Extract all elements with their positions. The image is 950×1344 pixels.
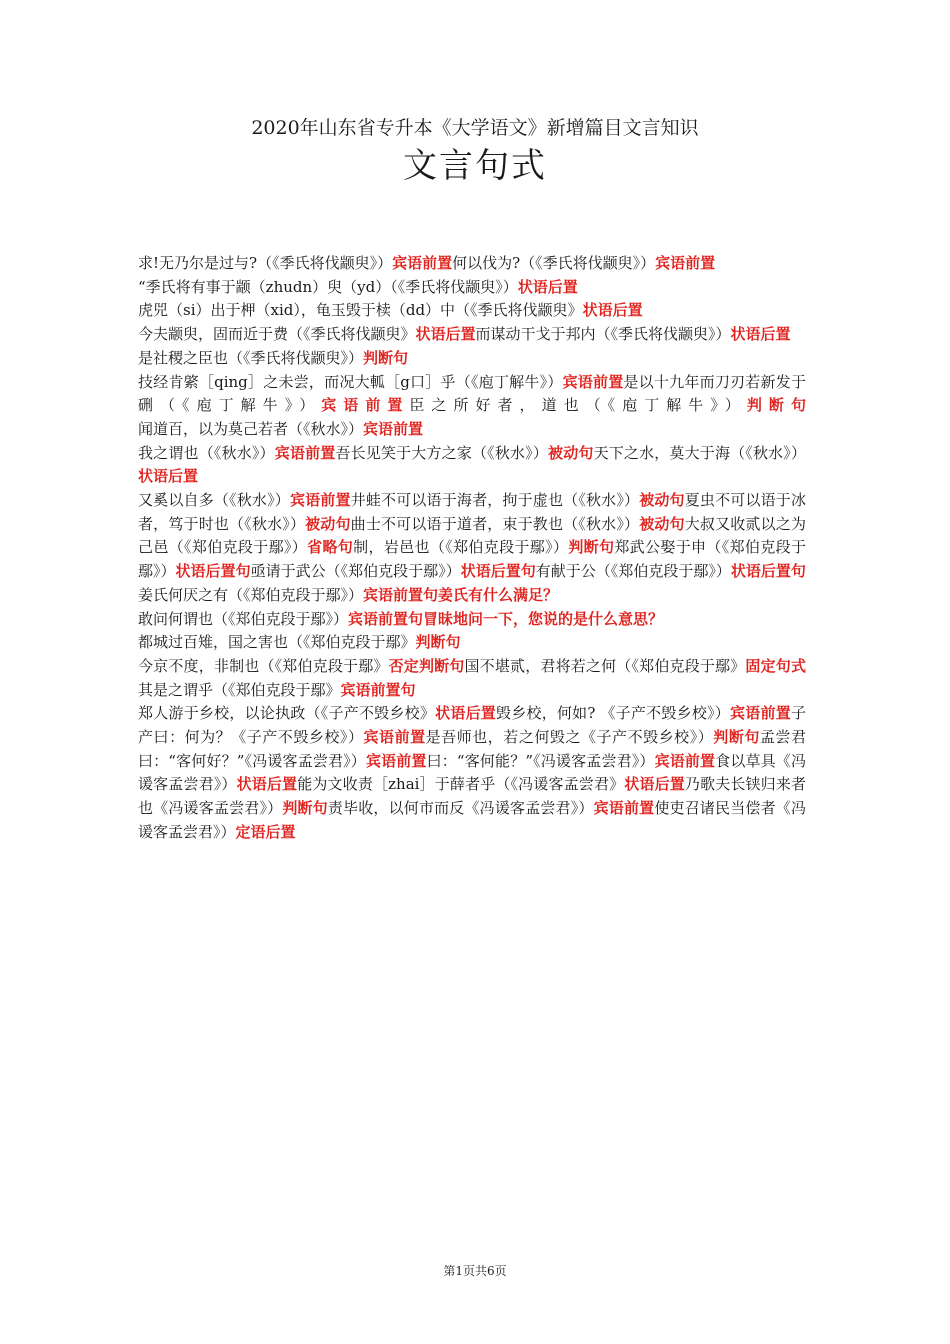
classical-sentence: 使吏召诸民当偿者《冯谖客孟尝君》） xyxy=(138,799,806,841)
sentence-type-label: 判断句 xyxy=(713,728,760,747)
classical-sentence: 食以草具《冯谖客孟尝君》） xyxy=(138,751,806,794)
sentence-type-label: 宾语前置 xyxy=(363,419,424,438)
sentence-type-label: 宾语前置句 xyxy=(340,680,416,699)
classical-sentence: 技经肯綮［qing］之未尝，而况大軱［g口］乎（《庖丁解牛》） xyxy=(138,372,563,391)
classical-sentence: 曲士不可以语于道者，束于教也（《秋水》） xyxy=(350,514,640,533)
sentence-paragraph xyxy=(138,323,806,347)
classical-sentence: 敢问何谓也（《郑伯克段于鄢》） xyxy=(138,609,349,628)
sentence-list xyxy=(138,252,806,845)
classical-sentence: 亟请于武公（《郑伯克段于鄢》） xyxy=(250,562,461,581)
sentence-type-label: 状语后置 xyxy=(517,277,578,296)
sentence-type-label: 状语后置 xyxy=(435,704,497,723)
sentence-type-label: 定语后置 xyxy=(235,822,296,841)
classical-sentence: 今京不度，非制也（《郑伯克段于鄢》 xyxy=(138,656,389,675)
classical-sentence: 求!无乃尔是过与?（《季氏将伐颛臾》） xyxy=(138,254,393,272)
sentence-paragraph xyxy=(138,631,806,655)
sentence-type-label: 固定句式 xyxy=(745,656,806,675)
classical-sentence: 有献于公（《郑伯克段于鄢》） xyxy=(535,562,731,581)
sentence-paragraph xyxy=(138,702,806,844)
classical-sentence: “季氏将有事于颛（zhudn）臾（yd）（《季氏将伐颛臾》） xyxy=(138,277,518,296)
sentence-type-label: 宾语前置 xyxy=(365,751,427,770)
sentence-type-label: 判断句 xyxy=(415,633,461,652)
sentence-type-label: 宾语前置 xyxy=(321,396,410,415)
sentence-type-label: 被动句 xyxy=(639,514,685,533)
classical-sentence: 又奚以自多（《秋水》） xyxy=(138,491,290,510)
classical-sentence: 井蛙不可以语于海者，拘于虚也（《秋水》） xyxy=(350,491,640,510)
classical-sentence: 何以伐为?（《季氏将伐颛臾》） xyxy=(452,254,656,272)
classical-sentence: 吾长见笑于大方之家（《秋水》） xyxy=(335,443,549,462)
classical-sentence: 臣之所好者，道也（《庖丁解牛》） xyxy=(409,396,747,415)
sentence-type-label: 状语后置 xyxy=(415,325,476,344)
sentence-paragraph xyxy=(138,252,806,276)
classical-sentence: 姜氏何厌之有（《郑伯克段于鄢》） xyxy=(138,585,364,604)
sentence-type-label: 状语后置 xyxy=(236,775,298,794)
sentence-type-label: 被动句 xyxy=(548,443,594,462)
classical-sentence: 今夫颛臾，固而近于费（《季氏将伐颛臾》 xyxy=(138,325,416,344)
sentence-type-label: 判断句 xyxy=(568,538,615,557)
sentence-type-label: 状语后置 xyxy=(582,301,643,320)
sentence-type-label: 被动句 xyxy=(305,514,351,533)
sentence-type-label: 宾语前置 xyxy=(730,704,791,723)
sentence-type-label: 宾语前置 xyxy=(655,254,716,272)
sentence-type-label: 状语后置句 xyxy=(175,562,251,581)
sentence-type-label: 状语后置句 xyxy=(730,562,806,581)
sentence-type-label: 判断句 xyxy=(363,348,409,367)
sentence-type-label: 被动句 xyxy=(639,491,685,510)
sentence-paragraph xyxy=(138,655,806,702)
classical-sentence: 毁乡校，何如? 《子产不毁乡校》） xyxy=(496,704,731,723)
sentence-paragraph xyxy=(138,442,806,489)
classical-sentence: 郑人游于乡校，以论执政（《子产不毁乡校》 xyxy=(138,704,436,723)
classical-sentence: 虎兕（si）出于柙（xid），龟玉毁于椟（dd）中（《季氏将伐颛臾》 xyxy=(138,301,583,320)
classical-sentence: 是社稷之臣也（《季氏将伐颛臾》） xyxy=(138,348,364,367)
classical-sentence: 郑武公娶于申（《郑伯克段于鄢》） xyxy=(138,538,806,581)
sentence-type-label: 省略句 xyxy=(307,538,354,557)
sentence-type-label: 宾语前置 xyxy=(274,443,336,462)
classical-sentence: 都城过百雉，国之害也（《郑伯克段于鄢》 xyxy=(138,633,416,652)
classical-sentence: 是吾师也，若之何毁之《子产不毁乡校》） xyxy=(425,728,714,747)
page-number: 第1页共6页 xyxy=(443,1264,507,1278)
classical-sentence: 夏虫不可以语于冰者，笃于时也（《秋水》） xyxy=(138,491,806,533)
sentence-type-label: 判断句 xyxy=(746,396,806,415)
classical-sentence: 闻道百，以为莫己若者（《秋水》） xyxy=(138,419,364,438)
document-title: 2020年山东省专升本《大学语文》新增篇目文言知识 xyxy=(251,117,699,139)
classical-sentence: 国不堪贰，君将若之何（《郑伯克段于鄢》 xyxy=(464,656,746,675)
sentence-paragraph xyxy=(138,276,806,300)
section-title: 文言句式 xyxy=(403,146,547,186)
sentence-type-label: 判断句 xyxy=(282,799,328,818)
sentence-type-label: 宾语前置 xyxy=(289,491,351,510)
sentence-type-label: 状语后置句 xyxy=(460,562,536,581)
sentence-type-label: 宾语前置 xyxy=(654,751,716,770)
sentence-paragraph xyxy=(138,347,806,371)
sentence-type-label: 否定判断句 xyxy=(388,656,465,675)
classical-sentence: 曰：“客何能？”《冯谖客孟尝君》） xyxy=(426,751,655,770)
classical-sentence: 能为文收责［zhai］于薛者乎（《冯谖客孟尝君》 xyxy=(297,775,625,794)
classical-sentence: 我之谓也（《秋水》） xyxy=(138,443,275,462)
sentence-paragraph xyxy=(138,489,806,608)
classical-sentence: 乃歌夫长铗归来者也《冯谖客孟尝君》） xyxy=(138,775,806,818)
sentence-type-label: 状语后置 xyxy=(138,467,199,486)
sentence-type-label: 宾语前置 xyxy=(392,254,453,272)
sentence-type-label: 宾语前置 xyxy=(562,372,624,391)
classical-sentence: 其是之谓乎（《郑伯克段于鄢》 xyxy=(138,680,341,699)
classical-sentence: 子产曰：何为？《子产不毁乡校》） xyxy=(138,704,806,747)
sentence-type-label: 宾语前置 xyxy=(363,728,426,747)
classical-sentence: 制，岩邑也（《郑伯克段于鄢》） xyxy=(353,538,569,557)
classical-sentence: 大叔又收贰以之为己邑（《郑伯克段于鄢》） xyxy=(138,514,806,557)
sentence-type-label: 状语后置 xyxy=(624,775,685,794)
classical-sentence: 是以十九年而刀刃若新发于硎（《庖丁解牛》） xyxy=(138,372,806,415)
sentence-type-label: 宾语前置句姜氏有什么满足？ xyxy=(363,585,559,604)
sentence-type-label: 宾语前置 xyxy=(593,799,655,818)
sentence-type-label: 状语后置 xyxy=(730,325,791,344)
classical-sentence: 孟尝君曰：“客何好？”《冯谖客孟尝君》） xyxy=(138,728,806,770)
sentence-paragraph xyxy=(138,299,806,323)
classical-sentence: 而谋动干戈于邦内（《季氏将伐颛臾》） xyxy=(475,325,731,344)
classical-sentence: 责毕收，以何市而反《冯谖客孟尝君》） xyxy=(327,799,594,818)
sentence-paragraph xyxy=(138,608,806,632)
sentence-type-label: 宾语前置句冒昧地问一下，您说的是什么意思？ xyxy=(348,609,664,628)
classical-sentence: 天下之水，莫大于海（《秋水》） xyxy=(593,443,806,462)
sentence-paragraph xyxy=(138,371,806,442)
